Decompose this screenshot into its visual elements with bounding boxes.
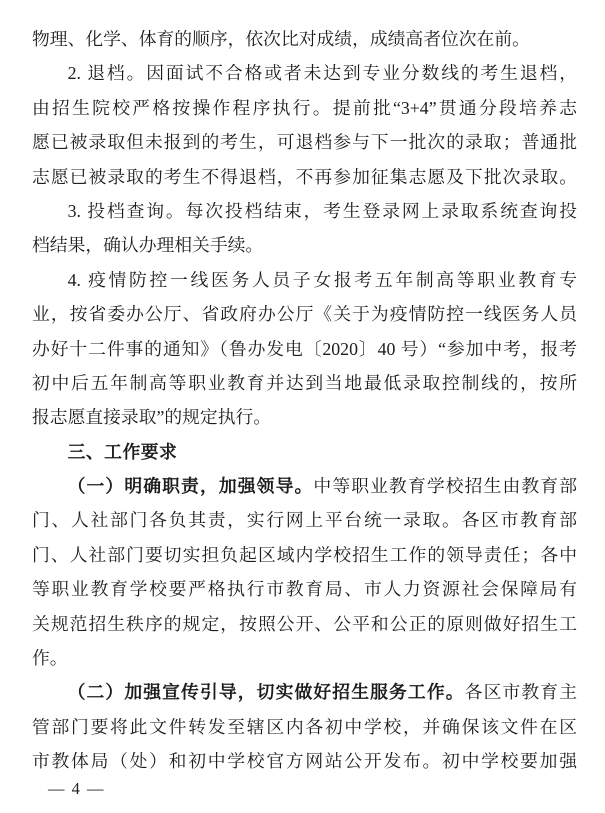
document-text xyxy=(32,22,577,779)
page-number: — 4 — xyxy=(48,779,105,798)
text-run: 3. 投档查询。每次投档结束，考生登录网上录取系统查询投 xyxy=(67,200,577,221)
text-line xyxy=(32,675,577,709)
text-line xyxy=(32,56,577,90)
text-run: 愿已被录取但未报到的考生，可退档参与下一批次的录取；普通批 xyxy=(32,132,577,153)
text-line xyxy=(32,469,577,503)
text-run: 管部门要将此文件转发至辖区内各初中学校，并确保该文件在区 xyxy=(32,716,577,737)
text-run: 志愿已被录取的考生不得退档，不再参加征集志愿及下批次录取。 xyxy=(32,166,577,187)
text-run: 初中后五年制高等职业教育并达到当地最低录取控制线的，按所 xyxy=(32,372,577,393)
text-line xyxy=(32,160,577,194)
text-line xyxy=(32,22,577,56)
section-heading-text: 三、工作要求 xyxy=(67,441,178,462)
text-line xyxy=(32,503,577,537)
text-run: 等职业教育学校要严格执行市教育局、市人力资源社会保障局有 xyxy=(32,579,577,600)
text-run: 门、人社部门各负其责，实行网上平台统一录取。各区市教育部 xyxy=(32,510,577,531)
text-run: 关规范招生秩序的规定，按照公开、公平和公正的原则做好招生工 xyxy=(32,613,577,634)
text-line xyxy=(32,228,577,262)
text-run: 市教体局（处）和初中学校官方网站公开发布。初中学校要加强 xyxy=(32,751,577,772)
text-run: 2. 退档。因面试不合格或者未达到专业分数线的考生退档， xyxy=(67,63,577,84)
text-run: 报志愿直接录取”的规定执行。 xyxy=(32,407,272,428)
text-line xyxy=(32,710,577,744)
text-line xyxy=(32,641,577,675)
text-run: 门、人社部门要切实担负起区域内学校招生工作的领导责任；各中 xyxy=(32,544,577,565)
text-line xyxy=(32,744,577,778)
text-line xyxy=(32,297,577,331)
bold-run: （一）明确职责，加强领导。 xyxy=(67,476,314,497)
text-run: 业，按省委办公厅、省政府办公厅《关于为疫情防控一线医务人员 xyxy=(32,304,577,325)
text-line xyxy=(32,194,577,228)
text-line xyxy=(32,572,577,606)
text-run: 中等职业教育学校招生由教育部 xyxy=(313,476,577,497)
text-line xyxy=(32,538,577,572)
text-line xyxy=(32,366,577,400)
text-line xyxy=(32,125,577,159)
text-line xyxy=(32,91,577,125)
text-line xyxy=(32,400,577,434)
text-run: 办好十二件事的通知》（鲁办发电〔2020〕40 号）“参加中考，报考 xyxy=(32,338,577,359)
text-line xyxy=(32,332,577,366)
text-run: 作。 xyxy=(32,648,68,669)
text-line xyxy=(32,607,577,641)
text-run: 物理、化学、体育的顺序，依次比对成绩，成绩高者位次在前。 xyxy=(32,29,530,49)
text-run: 档结果，确认办理相关手续。 xyxy=(32,235,264,256)
text-run: 4. 疫情防控一线医务人员子女报考五年制高等职业教育专 xyxy=(67,269,577,290)
text-run: 各区市教育主 xyxy=(464,682,577,703)
section-heading xyxy=(32,435,577,469)
text-run: 由招生院校严格按操作程序执行。提前批“3+4”贯通分段培养志 xyxy=(32,97,577,118)
bold-run: （二）加强宣传引导，切实做好招生服务工作。 xyxy=(67,682,465,703)
text-line xyxy=(32,263,577,297)
